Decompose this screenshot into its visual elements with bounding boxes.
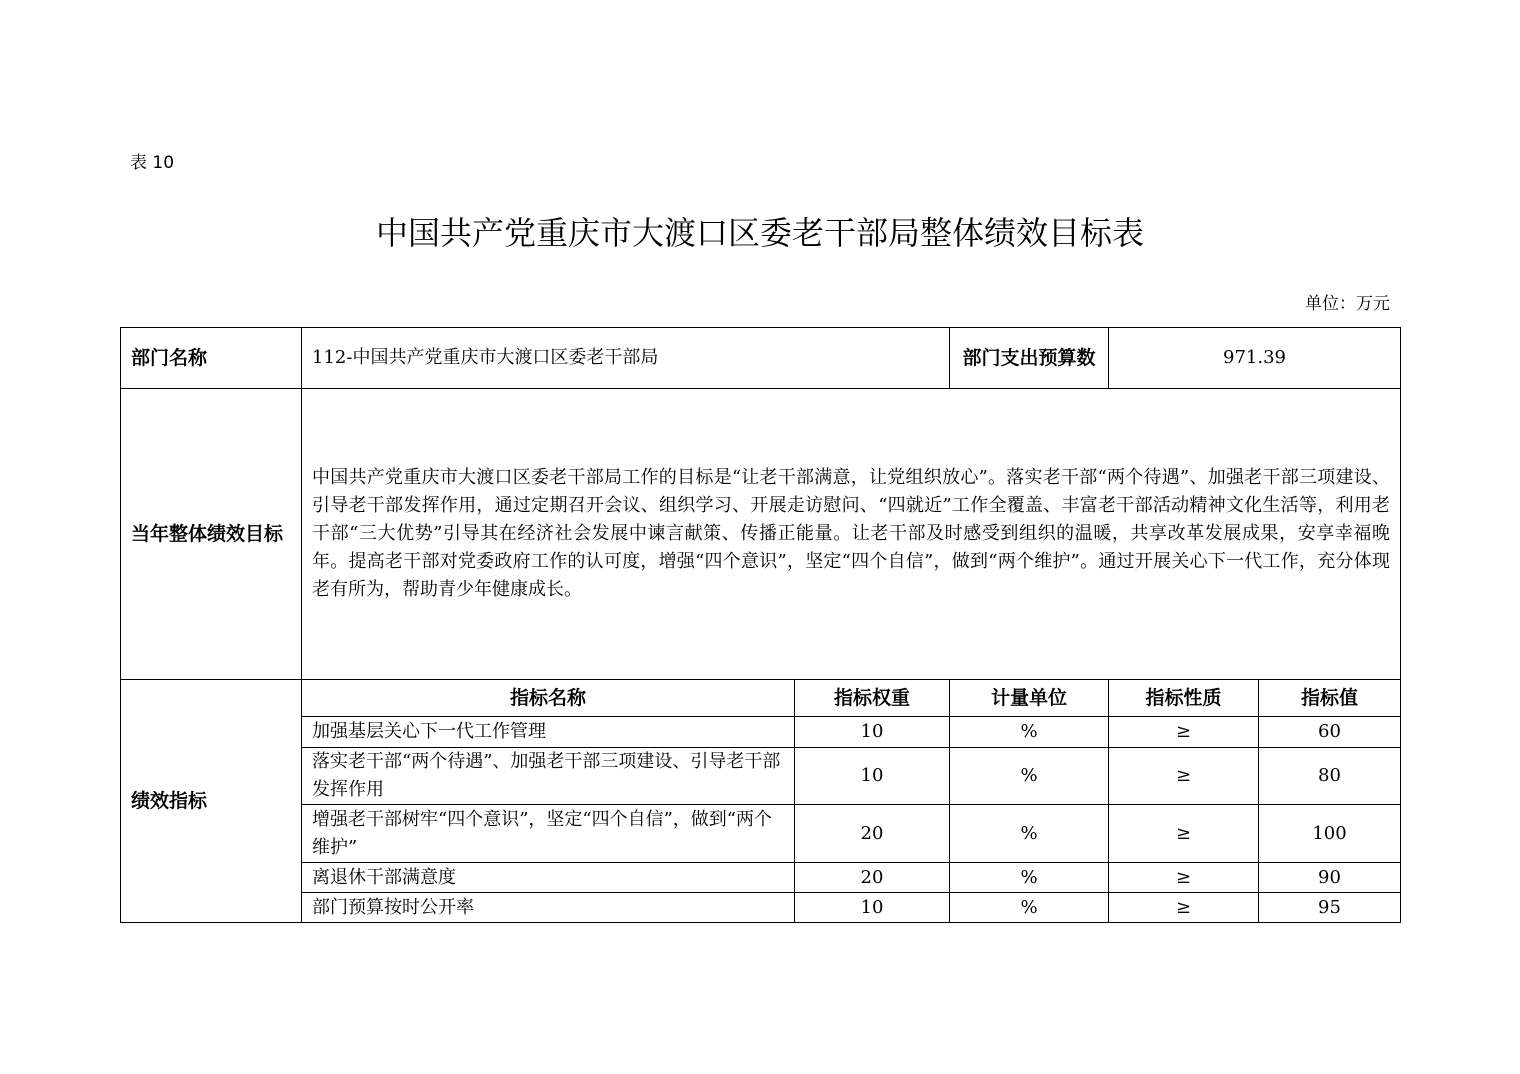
department-name-label: 部门名称 <box>121 328 302 389</box>
indicator-weight: 10 <box>795 893 950 923</box>
indicator-unit: % <box>950 805 1109 863</box>
department-row <box>121 328 1401 389</box>
indicator-name: 加强基层关心下一代工作管理 <box>302 717 795 748</box>
indicator-value: 100 <box>1259 805 1401 863</box>
indicator-weight: 20 <box>795 805 950 863</box>
table-row <box>121 893 1401 923</box>
unit-label: 单位：万元 <box>1305 294 1390 314</box>
indicator-nature: ≥ <box>1109 805 1259 863</box>
indicator-name: 部门预算按时公开率 <box>302 893 795 923</box>
indicator-nature: ≥ <box>1109 893 1259 923</box>
department-name-value: 112-中国共产党重庆市大渡口区委老干部局 <box>302 328 950 389</box>
indicator-name: 落实老干部“两个待遇”、加强老干部三项建设、引导老干部发挥作用 <box>302 748 795 805</box>
table-row <box>121 717 1401 748</box>
table-row <box>121 748 1401 805</box>
performance-target-table <box>120 327 1401 923</box>
department-budget-value: 971.39 <box>1109 328 1401 389</box>
indicator-value: 60 <box>1259 717 1401 748</box>
indicator-name: 增强老干部树牢“四个意识”，坚定“四个自信”，做到“两个维护” <box>302 805 795 863</box>
table-number-label: 表 10 <box>130 153 175 173</box>
table-row <box>121 805 1401 863</box>
indicator-nature: ≥ <box>1109 863 1259 893</box>
header-measure-unit: 计量单位 <box>950 680 1109 717</box>
goal-text: 中国共产党重庆市大渡口区委老干部局工作的目标是“让老干部满意，让党组织放心”。落实老干部“两个待遇”、加强老干部三项建设、引导老干部发挥作用，通过定期召开会议、组织学习、开展走访慰问、“四就近”工作全覆盖、丰富老干部活动精神文化生活等，利用老干部“三大优势”引导其在经济社会发展中谏言献策、传播正能量。让老干部及时感受到组织的温暖，共享改革发展成果，安享幸福晚年。提高老干部对党委政府工作的认可度，增强“四个意识”，坚定“四个自信”，做到“两个维护”。通过开展关心下一代工作，充分体现老有所为，帮助青少年健康成长。 <box>302 389 1401 680</box>
department-budget-label: 部门支出预算数 <box>950 328 1109 389</box>
indicator-value: 90 <box>1259 863 1401 893</box>
indicator-value: 95 <box>1259 893 1401 923</box>
table-row <box>121 863 1401 893</box>
indicator-nature: ≥ <box>1109 717 1259 748</box>
goal-row <box>121 389 1401 680</box>
indicator-unit: % <box>950 863 1109 893</box>
indicator-weight: 20 <box>795 863 950 893</box>
header-indicator-nature: 指标性质 <box>1109 680 1259 717</box>
indicator-weight: 10 <box>795 717 950 748</box>
indicator-name: 离退休干部满意度 <box>302 863 795 893</box>
indicator-header-row <box>121 680 1401 717</box>
indicators-label: 绩效指标 <box>121 680 302 923</box>
indicator-unit: % <box>950 893 1109 923</box>
indicator-unit: % <box>950 717 1109 748</box>
header-indicator-value: 指标值 <box>1259 680 1401 717</box>
indicator-value: 80 <box>1259 748 1401 805</box>
indicator-unit: % <box>950 748 1109 805</box>
indicator-weight: 10 <box>795 748 950 805</box>
indicator-nature: ≥ <box>1109 748 1259 805</box>
document-title: 中国共产党重庆市大渡口区委老干部局整体绩效目标表 <box>375 214 1144 252</box>
goal-label: 当年整体绩效目标 <box>121 389 302 680</box>
header-indicator-weight: 指标权重 <box>795 680 950 717</box>
header-indicator-name: 指标名称 <box>302 680 795 717</box>
